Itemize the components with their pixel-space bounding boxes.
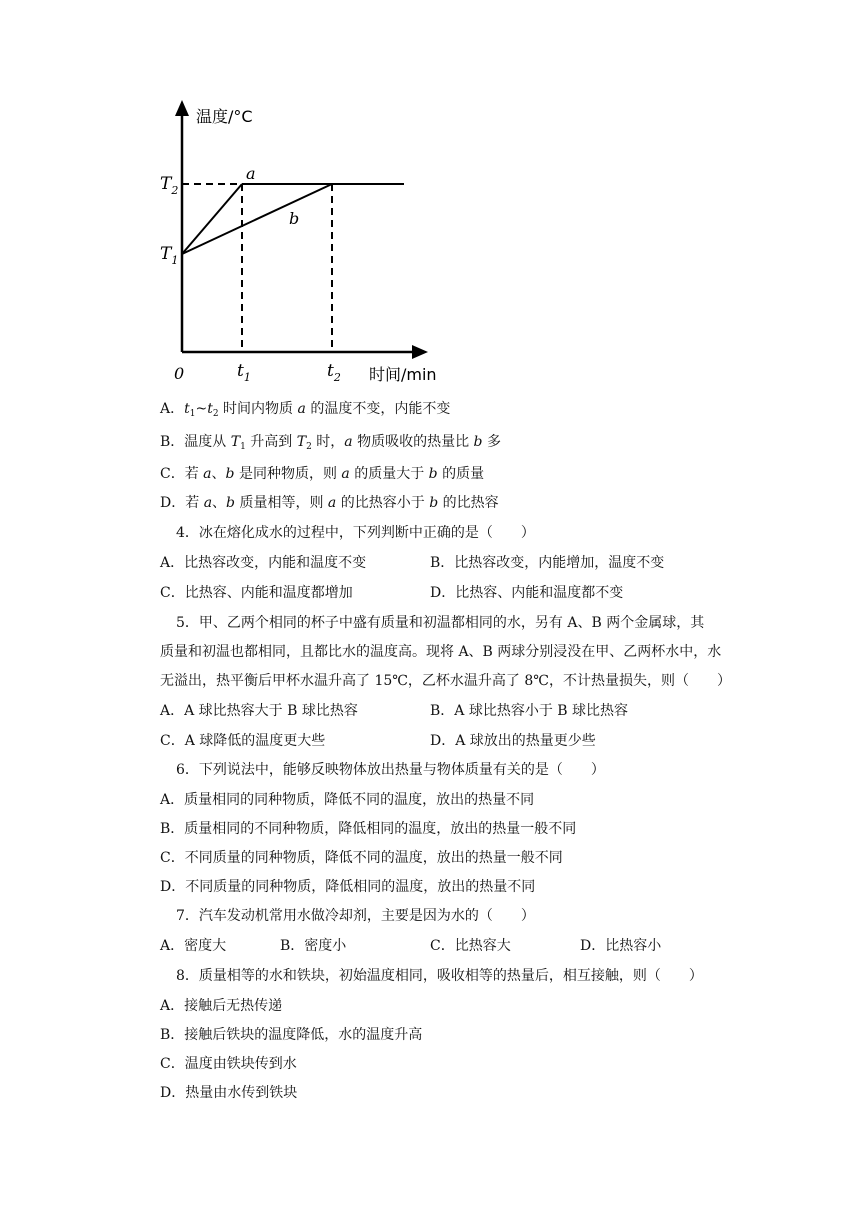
q6-option-a: A．质量相同的同种物质，降低不同的温度，放出的热量不同 xyxy=(160,792,535,808)
t1-label: $t_1$ xyxy=(237,361,251,384)
q7-option-a: A．密度大 xyxy=(160,938,227,954)
q8-option-c: C．温度由铁块传到水 xyxy=(160,1056,297,1072)
q5-option-d: D．A 球放出的热量更少些 xyxy=(430,733,596,749)
x-axis-arrow xyxy=(412,345,428,359)
q6-stem: 6．下列说法中，能够反映物体放出热量与物体质量有关的是（ ） xyxy=(176,762,605,778)
q5-option-a: A．A 球比热容大于 B 球比热容 xyxy=(160,703,358,719)
t2-label: $t_2$ xyxy=(327,361,341,384)
q8-stem: 8．质量相等的水和铁块，初始温度相同，吸收相等的热量后，相互接触，则（ ） xyxy=(176,968,703,984)
curve-a-rise xyxy=(182,184,242,254)
q7-option-b: B．密度小 xyxy=(280,938,347,954)
q6-option-d: D．不同质量的同种物质，降低相同的温度，放出的热量不同 xyxy=(160,879,536,895)
q3-option-d: D．若 a、b 质量相等，则 a 的比热容小于 b 的比热容 xyxy=(160,495,499,511)
q4-option-b: B．比热容改变，内能增加，温度不变 xyxy=(430,555,665,571)
q5-stem-line2: 质量和初温也都相同，且都比水的温度高。现将 A、B 两球分别浸没在甲、乙两杯水中，水 xyxy=(160,644,722,660)
curve-b-rise xyxy=(182,184,332,254)
y-axis-arrow xyxy=(175,100,189,116)
q8-option-a: A．接触后无热传递 xyxy=(160,998,283,1014)
y-axis-label: 温度/°C xyxy=(196,107,253,126)
q7-option-d: D．比热容小 xyxy=(580,938,662,954)
T1-label: $T_1$ xyxy=(160,244,179,267)
q5-option-b: B．A 球比热容小于 B 球比热容 xyxy=(430,703,629,719)
q3-option-a: A．$t_1\sim t_2$ 时间内物质 a 的温度不变，内能不变 xyxy=(160,401,451,419)
curve-a-label: a xyxy=(246,164,256,183)
q4-option-d: D．比热容、内能和温度都不变 xyxy=(430,585,624,601)
q6-option-b: B．质量相同的不同种物质，降低相同的温度，放出的热量一般不同 xyxy=(160,821,577,837)
q3-option-b: B．温度从 $T_1$ 升高到 $T_2$ 时，a 物质吸收的热量比 b 多 xyxy=(160,434,501,452)
x-axis-label: 时间/min xyxy=(369,365,437,384)
q5-option-c: C．A 球降低的温度更大些 xyxy=(160,733,326,749)
origin-label: 0 xyxy=(174,364,185,383)
q5-stem-line3: 无溢出，热平衡后甲杯水温升高了 15℃，乙杯水温升高了 8℃，不计热量损失，则（ ） xyxy=(160,673,731,689)
q7-option-c: C．比热容大 xyxy=(430,938,511,954)
T2-label: $T_2$ xyxy=(160,174,179,197)
q4-option-a: A．比热容改变，内能和温度不变 xyxy=(160,555,367,571)
q6-option-c: C．不同质量的同种物质，降低不同的温度，放出的热量一般不同 xyxy=(160,850,563,866)
q3-option-c: C．若 a、b 是同种物质，则 a 的质量大于 b 的质量 xyxy=(160,466,485,482)
q8-option-b: B．接触后铁块的温度降低，水的温度升高 xyxy=(160,1027,423,1043)
q4-option-c: C．比热容、内能和温度都增加 xyxy=(160,585,353,601)
q5-stem-line1: 5．甲、乙两个相同的杯子中盛有质量和初温都相同的水，另有 A、B 两个金属球，其 xyxy=(176,615,705,631)
curve-b-label: b xyxy=(289,209,300,228)
q4-stem: 4．冰在熔化成水的过程中，下列判断中正确的是（ ） xyxy=(176,525,535,541)
temperature-time-graph xyxy=(150,96,450,391)
q7-stem: 7．汽车发动机常用水做冷却剂，主要是因为水的（ ） xyxy=(176,908,535,924)
q8-option-d: D．热量由水传到铁块 xyxy=(160,1085,298,1101)
